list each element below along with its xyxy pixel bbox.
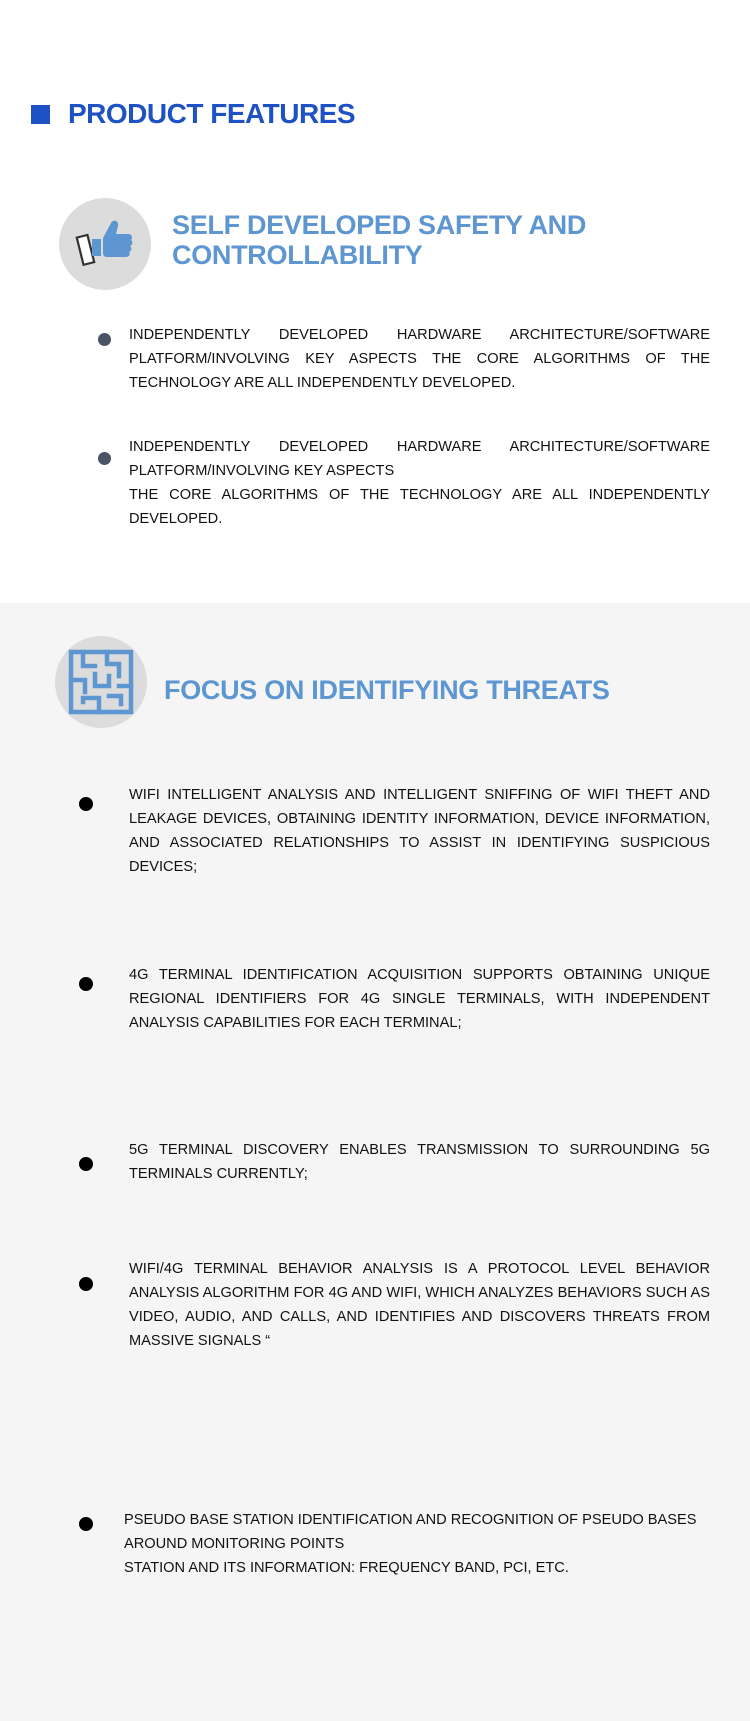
section-title-line-2: CONTROLLABILITY [172, 240, 423, 270]
section-title-threats: FOCUS ON IDENTIFYING THREATS [164, 675, 610, 705]
bullet-dot [98, 452, 111, 465]
thumbs-up-icon [59, 198, 151, 290]
bullet-dot [79, 1277, 93, 1291]
list-item [129, 435, 710, 531]
list-item-text: INDEPENDENTLY DEVELOPED HARDWARE ARCHITECTURE/SOFTWARE PLATFORM/INVOLVING KEY ASPECTS THE CORE ALGORITHMS OF THE TECHNOLOGY ARE ALL INDEPENDENTLY DEVELOPED. [129, 327, 710, 391]
list-item-text: WIFI/4G TERMINAL BEHAVIOR ANALYSIS IS A PROTOCOL LEVEL BEHAVIOR ANALYSIS ALGORITHM FOR 4G AND WIFI, WHICH ANALYZES BEHAVIORS SUCH AS VIDEO, AUDIO, AND CALLS, AND IDENTIFIES AND DISCOVERS THREATS FROM MASSIVE SIGNALS “ [129, 1261, 710, 1349]
list-item [129, 783, 710, 879]
page-title: PRODUCT FEATURES [68, 98, 356, 129]
maze-icon [55, 636, 147, 728]
list-item [129, 1257, 710, 1353]
list-item-text: 4G TERMINAL IDENTIFICATION ACQUISITION SUPPORTS OBTAINING UNIQUE REGIONAL IDENTIFIERS FOR 4G SINGLE TERMINALS, WITH INDEPENDENT ANALYSIS CAPABILITIES FOR EACH TERMINAL; [129, 967, 710, 1031]
list-item-text-line-2: STATION AND ITS INFORMATION: FREQUENCY BAND, PCI, ETC. [124, 1560, 569, 1576]
section-title-line-1: SELF DEVELOPED SAFETY AND [172, 210, 587, 240]
bullet-dot [98, 333, 111, 346]
bullet-dot [79, 977, 93, 991]
bullet-dot [79, 1517, 93, 1531]
list-item [129, 1138, 710, 1186]
list-item-text-line-1: INDEPENDENTLY DEVELOPED HARDWARE ARCHITECTURE/SOFTWARE PLATFORM/INVOLVING KEY ASPECTS [129, 439, 710, 479]
list-item [124, 1508, 705, 1580]
section-title-safety [172, 210, 586, 270]
list-item [129, 963, 710, 1035]
bullet-dot [79, 797, 93, 811]
list-item-text-line-2: THE CORE ALGORITHMS OF THE TECHNOLOGY ARE ALL INDEPENDENTLY DEVELOPED. [129, 487, 710, 527]
list-item-text-line-1: PSEUDO BASE STATION IDENTIFICATION AND RECOGNITION OF PSEUDO BASES AROUND MONITORING POINTS [124, 1512, 697, 1552]
square-bullet-icon [31, 105, 50, 124]
list-item-text: WIFI INTELLIGENT ANALYSIS AND INTELLIGENT SNIFFING OF WIFI THEFT AND LEAKAGE DEVICES, OBTAINING IDENTITY INFORMATION, DEVICE INFORMATION, AND ASSOCIATED RELATIONSHIPS TO ASSIST IN IDENTIFYING SUSPICIOUS DEVICES; [129, 787, 710, 875]
list-item [129, 323, 710, 395]
list-item-text: 5G TERMINAL DISCOVERY ENABLES TRANSMISSION TO SURROUNDING 5G TERMINALS CURRENTLY; [129, 1142, 710, 1182]
bullet-dot [79, 1157, 93, 1171]
